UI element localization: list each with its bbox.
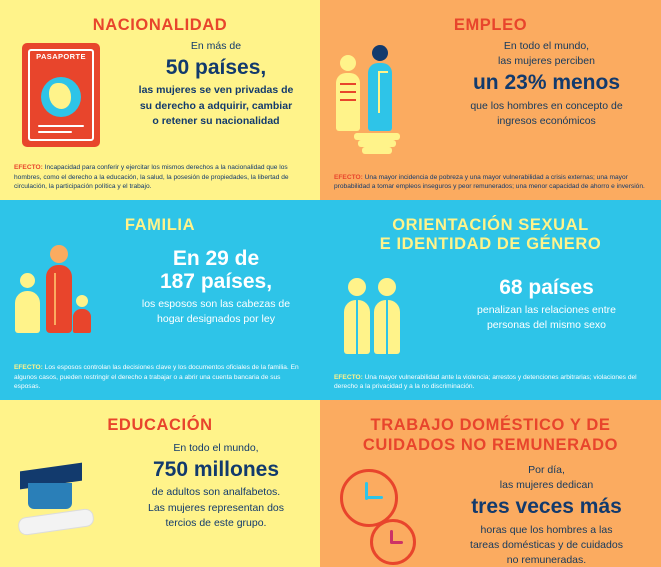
panel-title-empleo: EMPLEO xyxy=(453,16,528,34)
familia-stat-1: En 29 de xyxy=(172,246,260,270)
trabajo-post-2: tareas domésticas y de cuidados xyxy=(470,538,623,551)
trabajo-stat: tres veces más xyxy=(471,495,622,519)
orientacion-post-1: penalizan las relaciones entre xyxy=(477,304,616,317)
panel-orientacion xyxy=(320,200,661,400)
empleo-post-1: que los hombres en concepto de xyxy=(470,99,623,112)
orientacion-effect-text: Una mayor vulnerabilidad ante la violencia; arrestos y detenciones arbitrarias; violaciones del derecho a la privacidad y a la no discriminación. xyxy=(334,373,637,391)
empleo-effect xyxy=(334,173,647,192)
panel-title-trabajo-2: CUIDADOS NO REMUNERADO xyxy=(362,435,619,454)
nacionalidad-effect-label: EFECTO: xyxy=(14,164,43,172)
panel-trabajo xyxy=(320,400,661,567)
family-icon xyxy=(14,239,118,359)
educacion-post-3: tercios de este grupo. xyxy=(165,516,267,529)
passport-icon xyxy=(14,39,118,159)
educacion-post-1: de adultos son analfabetos. xyxy=(151,486,281,499)
empleo-pre-1: En todo el mundo, xyxy=(503,39,590,52)
familia-effect-text: Los esposos controlan las decisiones clave y los documentos oficiales de la familia. En algunos casos, pueden restringir el derecho a trabajar o a abrir una cuenta bancaria de sus esposas. xyxy=(14,364,299,391)
empleo-pre-2: las mujeres perciben xyxy=(498,55,595,68)
educacion-stat: 750 millones xyxy=(152,458,280,482)
familia-effect-label: EFECTO: xyxy=(14,364,43,372)
educacion-pre: En todo el mundo, xyxy=(173,441,259,454)
orientacion-effect xyxy=(334,373,647,392)
graduation-cap-icon xyxy=(14,441,118,561)
empleo-post-2: ingresos económicos xyxy=(497,114,596,127)
familia-stat-2: 187 países, xyxy=(159,270,273,294)
trabajo-post-3: no remuneradas. xyxy=(506,553,587,566)
empleo-effect-label: EFECTO: xyxy=(334,173,363,181)
nacionalidad-post-2: su derecho a adquirir, cambiar xyxy=(139,99,293,112)
panel-empleo xyxy=(320,0,661,200)
panel-title-nacionalidad: NACIONALIDAD xyxy=(92,16,228,34)
nacionalidad-post-3: o retener su nacionalidad xyxy=(152,114,280,127)
workers-coins-icon xyxy=(334,39,438,159)
empleo-effect-text: Una mayor incidencia de pobreza y una mayor vulnerabilidad a crisis externas; una mayor probabilidad a tomar empleos inseguros y peor remunerados; una menor capacidad de ahorro e inversión. xyxy=(334,173,645,191)
educacion-post-2: Las mujeres representan dos xyxy=(148,501,284,514)
nacionalidad-stat: 50 países, xyxy=(165,56,267,80)
panel-familia xyxy=(0,200,320,400)
panel-title-orientacion-1: ORIENTACIÓN SEXUAL xyxy=(392,216,589,234)
nacionalidad-pre: En más de xyxy=(190,39,242,52)
panel-educacion xyxy=(0,400,320,567)
familia-post-2: hogar designados por ley xyxy=(157,313,275,326)
orientacion-stat: 68 países xyxy=(499,275,594,299)
familia-post-1: los esposos son las cabezas de xyxy=(141,298,291,311)
passport-label: PASAPORTE xyxy=(36,51,86,61)
nacionalidad-post-1: las mujeres se ven privadas de xyxy=(138,84,294,97)
trabajo-pre-2: las mujeres dedican xyxy=(499,479,594,492)
panel-title-educacion: EDUCACIÓN xyxy=(107,416,213,434)
panel-title-orientacion-2: E IDENTIDAD DE GÉNERO xyxy=(379,234,602,253)
same-sex-couple-icon xyxy=(334,264,438,384)
empleo-stat: un 23% menos xyxy=(472,71,621,95)
nacionalidad-effect-text: Incapacidad para conferir y ejercitar los mismos derechos a la nacionalidad que los hombres, como el derecho a la educación, la salud, la posesión de propiedades, la libertad de circulación, la participación política y el trabajo. xyxy=(14,164,289,191)
panel-title-familia: FAMILIA xyxy=(124,216,196,234)
panel-nacionalidad xyxy=(0,0,320,200)
familia-effect xyxy=(14,363,306,392)
orientacion-post-2: personas del mismo sexo xyxy=(486,319,607,332)
orientacion-effect-label: EFECTO: xyxy=(334,373,363,381)
panel-title-trabajo-1: TRABAJO DOMÉSTICO Y DE xyxy=(370,416,611,434)
nacionalidad-effect xyxy=(14,163,306,192)
clocks-icon xyxy=(334,463,438,567)
trabajo-pre-1: Por día, xyxy=(528,463,565,476)
trabajo-post-1: horas que los hombres a las xyxy=(480,523,613,536)
